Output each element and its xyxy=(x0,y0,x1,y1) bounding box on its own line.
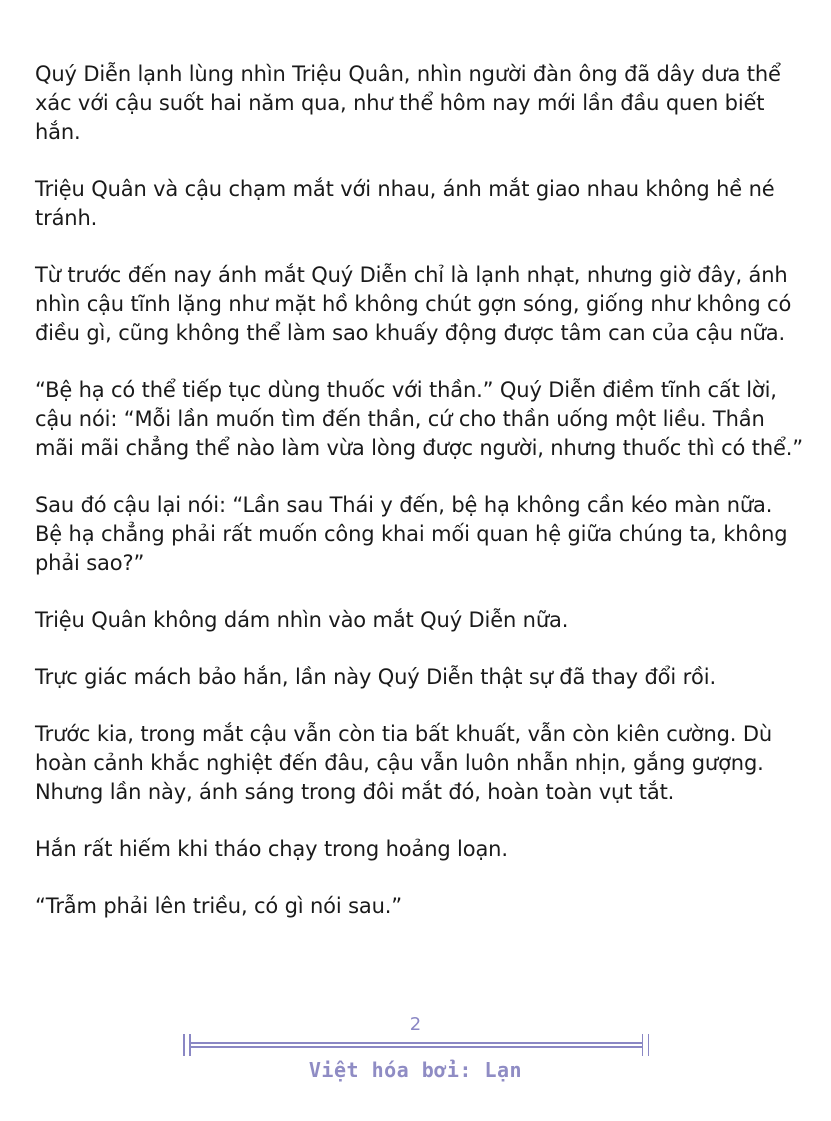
story-text xyxy=(35,60,805,949)
page-footer xyxy=(0,1010,831,1110)
paragraph-9: Hắn rất hiếm khi tháo chạy trong hoảng loạn. xyxy=(35,837,508,861)
divider-right-cap-inner xyxy=(642,1034,644,1056)
divider-line-top xyxy=(189,1042,643,1044)
paragraph-7: Trực giác mách bảo hắn, lần này Quý Diễn thật sự đã thay đổi rồi. xyxy=(35,665,716,689)
divider-line-bottom xyxy=(189,1046,643,1048)
paragraph-3: Từ trước đến nay ánh mắt Quý Diễn chỉ là lạnh nhạt, nhưng giờ đây, ánh nhìn cậu tĩnh lặng như mặt hồ không chút gợn sóng, giống như không có điều gì, cũng không thể làm sao khuấy động được tâm can của cậu nữa. xyxy=(35,263,792,345)
paragraph-10: “Trẫm phải lên triều, có gì nói sau.” xyxy=(35,894,402,918)
paragraph-1: Quý Diễn lạnh lùng nhìn Triệu Quân, nhìn người đàn ông đã dây dưa thể xác với cậu suốt hai năm qua, như thể hôm nay mới lần đầu quen biết hắn. xyxy=(35,62,781,144)
divider-left-cap-outer xyxy=(183,1034,185,1056)
translator-credit: Việt hóa bởi: Lạn xyxy=(308,1058,523,1082)
paragraph-8: Trước kia, trong mắt cậu vẫn còn tia bất khuất, vẫn còn kiên cường. Dù hoàn cảnh khắc nghiệt đến đâu, cậu vẫn luôn nhẫn nhịn, gắng gượng. Nhưng lần này, ánh sáng trong đôi mắt đó, hoàn toàn vụt tắt. xyxy=(35,722,773,804)
footer-divider xyxy=(183,1034,649,1056)
paragraph-4: “Bệ hạ có thể tiếp tục dùng thuốc với thần.” Quý Diễn điềm tĩnh cất lời, cậu nói: “Mỗi lần muốn tìm đến thần, cứ cho thần uống một liều. Thần mãi mãi chẳng thể nào làm vừa lòng được người, nhưng thuốc thì có thể.” xyxy=(35,378,804,460)
page-number: 2 xyxy=(409,1014,422,1035)
divider-right-cap-outer xyxy=(648,1034,650,1056)
paragraph-5: Sau đó cậu lại nói: “Lần sau Thái y đến, bệ hạ không cần kéo màn nữa. Bệ hạ chẳng phải rất muốn công khai mối quan hệ giữa chúng ta, không phải sao?” xyxy=(35,493,788,575)
paragraph-6: Triệu Quân không dám nhìn vào mắt Quý Diễn nữa. xyxy=(35,608,569,632)
paragraph-2: Triệu Quân và cậu chạm mắt với nhau, ánh mắt giao nhau không hề né tránh. xyxy=(35,177,775,230)
divider-left-cap-inner xyxy=(189,1034,191,1056)
